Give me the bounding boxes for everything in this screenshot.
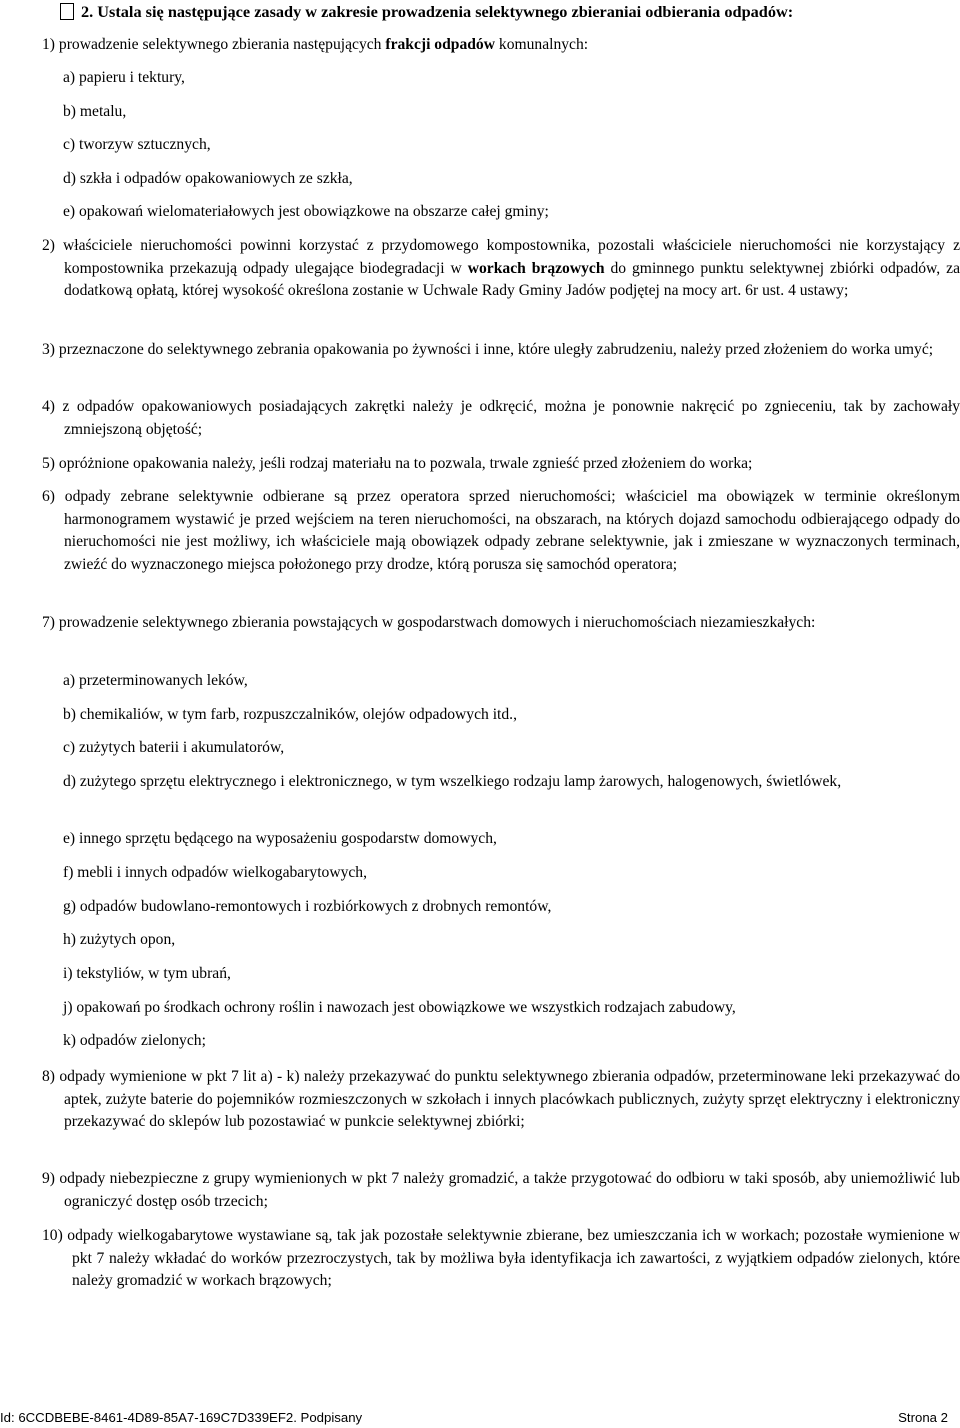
sub-item: c) zużytych baterii i akumulatorów,: [63, 739, 285, 756]
item-text: odpady wielkogabarytowe wystawiane są, tak jak pozostałe selektywnie zbierane, bez umieszczania ich w workach; pozostałe wymienione w pkt 7 należy wkładać do worków przezroczystych, tak by możliwa była identyfikacja ich zawartości, z wyjątkiem odpadów zielonych, które należy gromadzić w workach brązowych;: [67, 1227, 960, 1289]
sub-item: d) zużytego sprzętu elektrycznego i elektronicznego, w tym wszelkiego rodzaju lamp żarowych, halogenowych, świetlówek,: [63, 773, 842, 790]
sub-item: b) metalu,: [63, 103, 127, 120]
list-item-3: [42, 339, 960, 362]
sub-item: e) innego sprzętu będącego na wyposażeniu gospodarstw domowych,: [63, 830, 497, 847]
item-text: z odpadów opakowaniowych posiadających zakrętki należy je odkręcić, można je ponownie nakręcić po zgnieceniu, tak by zachowały zmniejszoną objętość;: [62, 398, 960, 438]
item-text: opróżnione opakowania należy, jeśli rodzaj materiału na to pozwala, trwale zgnieść przed złożeniem do worka;: [58, 455, 753, 472]
item-text-bold: workach brązowych: [467, 259, 605, 277]
item-number: 2): [42, 237, 55, 254]
sub-item: b) chemikaliów, w tym farb, rozpuszczalników, olejów odpadowych itd.,: [63, 706, 517, 723]
item-text: do gminnego punktu selektywnej zbiórki odpadów, za dodatkową opłatą, której wysokość określona zostanie w Uchwale Rady Gminy Jadów podjętej na mocy art. 6r ust. 4 ustawy;: [64, 259, 960, 299]
item-number: 5): [42, 455, 55, 472]
item-number: 1): [42, 36, 55, 53]
list-item-5: [42, 453, 960, 476]
list-item-7: [42, 612, 960, 635]
item-text: odpady wymienione w pkt 7 lit a) - k) należy przekazywać do punktu selektywnego zbierania odpadów, przeterminowane leki przekazywać do aptek, zużyte baterie do pojemników rozmieszczonych w szkołach i innych placówkach publicznych, zużyty sprzęt elektryczny i elektroniczny przekazywać do sklepów lub pozostawiać w punkcie selektywnej zbiórki;: [59, 1068, 960, 1130]
sub-item: j) opakowań po środkach ochrony roślin i nawozach jest obowiązkowe we wszystkich rodzajach zabudowy,: [63, 999, 736, 1016]
item-number: 7): [42, 614, 55, 631]
list-item-6: [42, 486, 960, 576]
section-heading: [60, 0, 960, 24]
page-number: Strona 2: [898, 1410, 948, 1425]
item-text: odpady zebrane selektywnie odbierane są przez operatora sprzed nieruchomości; właściciel ma obowiązek w terminie określonym harmonogramem wystawić je przed wejściem na teren nieruchomości, na obszarach, na których dojazd samochodu odbierającego odpady do nieruchomości nie jest możliwy, ich właściciele mają obowiązek odpady zebrane selektywnie, jak i zmieszane w wyznaczonych terminach, zwieźć do wyznaczonego miejsca położonego przy drodze, którą porusza się samochód operatora;: [64, 488, 960, 573]
sub-item: a) przeterminowanych leków,: [63, 672, 248, 689]
sub-item: e) opakowań wielomateriałowych jest obowiązkowe na obszarze całej gminy;: [63, 203, 549, 220]
sub-item: g) odpadów budowlano-remontowych i rozbiórkowych z drobnych remontów,: [63, 898, 552, 915]
list-item-2: [42, 235, 960, 303]
list-item-1: [42, 34, 960, 57]
item-text-bold: frakcji odpadów: [385, 36, 495, 53]
item-text: przeznaczone do selektywnego zebrania opakowania po żywności i inne, które uległy zabrudzeniu, należy przed złożeniem do worka umyć;: [58, 341, 934, 358]
item-text: prowadzenie selektywnego zbierania powstających w gospodarstwach domowych i nieruchomościach niezamieszkałych:: [58, 614, 816, 631]
item-number: 4): [42, 398, 55, 415]
sub-item: k) odpadów zielonych;: [63, 1032, 206, 1049]
document-id: Id: 6CCDBEBE-8461-4D89-85A7-169C7D339EF2. Podpisany: [0, 1410, 363, 1425]
item-text: właściciele nieruchomości powinni korzystać z przydomowego kompostownika, pozostali właściciele nieruchomości nie korzystający z kompostownika przekazują odpady ulegające biodegradacji w: [62, 237, 960, 277]
checkbox-icon: [60, 3, 74, 20]
page-footer: [0, 1408, 960, 1428]
sub-item: i) tekstyliów, w tym ubrań,: [63, 965, 231, 982]
section-heading-text: 2. Ustala się następujące zasady w zakresie prowadzenia selektywnego zbieraniai odbierania odpadów:: [81, 2, 794, 21]
list-item-4: [42, 396, 960, 441]
item-text: komunalnych:: [498, 36, 589, 53]
item-number: 10): [42, 1227, 63, 1244]
list-item-8: [42, 1066, 960, 1134]
item-number: 3): [42, 341, 55, 358]
sub-item: c) tworzyw sztucznych,: [63, 136, 211, 153]
item-number: 9): [42, 1170, 55, 1187]
item-number: 8): [42, 1068, 55, 1085]
item-number: 6): [42, 488, 55, 505]
sub-item: a) papieru i tektury,: [63, 69, 185, 86]
sub-item: f) mebli i innych odpadów wielkogabarytowych,: [63, 864, 368, 881]
sub-item: d) szkła i odpadów opakowaniowych ze szkła,: [63, 170, 353, 187]
item-text: odpady niebezpieczne z grupy wymienionych w pkt 7 należy gromadzić, a także przygotować do odbioru w taki sposób, aby uniemożliwić lub ograniczyć dostęp osób trzecich;: [59, 1170, 960, 1210]
sub-item: h) zużytych opon,: [63, 931, 176, 948]
item-text: prowadzenie selektywnego zbierania następujących: [58, 36, 382, 53]
list-item-10: [42, 1225, 960, 1293]
list-item-9: [42, 1168, 960, 1213]
